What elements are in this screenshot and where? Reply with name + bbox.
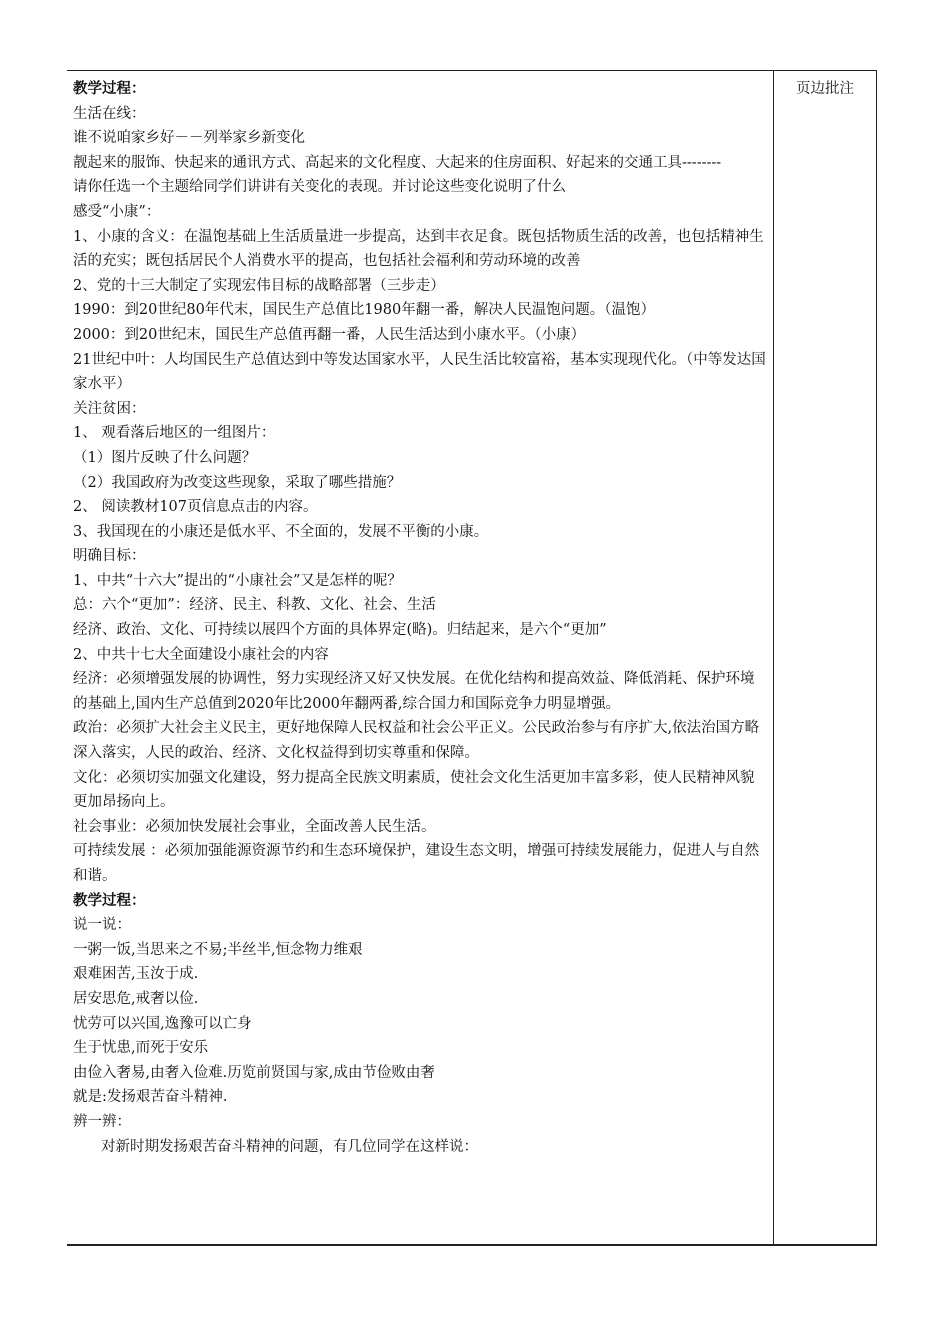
content-line: 说一说：	[73, 917, 131, 934]
content-line: 一粥一饭,当思来之不易;半丝半,恒念物力维艰	[73, 941, 363, 958]
content-line: 由俭入奢易,由奢入俭难.历览前贤国与家,成由节俭败由奢	[73, 1064, 435, 1081]
content-line: 1、中共“十六大”提出的“小康社会”又是怎样的呢？	[73, 572, 402, 589]
content-line: 政治：必须扩大社会主义民主，更好地保障人民权益和社会公平正义。公民政治参与有序扩大,依法治国方略深入落实，人民的政治、经济、文化权益得到切实尊重和保障。	[73, 720, 760, 762]
section-heading: 教学过程：	[73, 891, 146, 909]
content-line: 对新时期发扬艰苦奋斗精神的问题，有几位同学在这样说：	[101, 1138, 478, 1155]
content-line: 明确目标：	[73, 548, 146, 565]
content-line: 艰难困苦,玉汝于成.	[73, 966, 199, 983]
content-line: 1990：到20世纪80年代末，国民生产总值比1980年翻一番，解决人民温饱问题。（温饱）	[73, 302, 655, 319]
content-line: 生活在线：	[73, 105, 146, 122]
content-line: 21世纪中叶：人均国民生产总值达到中等发达国家水平，人民生活比较富裕，基本实现现代化。（中等发达国家水平）	[73, 351, 766, 393]
content-line: 2、党的十三大制定了实现宏伟目标的战略部署（三步走）	[73, 277, 445, 294]
content-line: 请你任选一个主题给同学们讲讲有关变化的表现。并讨论这些变化说明了什么	[73, 179, 566, 196]
margin-notes-header: 页边批注	[796, 81, 854, 97]
lesson-table	[67, 70, 877, 1246]
content-line: 感受“小康”：	[73, 203, 161, 220]
content-line: 2、中共十七大全面建设小康社会的内容	[73, 646, 329, 663]
content-line: 靓起来的服饰、快起来的通讯方式、高起来的文化程度、大起来的住房面积、好起来的交通工具--------	[73, 154, 722, 171]
content-line: 总：六个“更加”：经济、民主、科教、文化、社会、生活	[73, 597, 436, 614]
content-line: 居安思危,戒奢以俭.	[73, 990, 199, 1007]
content-line: 文化：必须切实加强文化建设，努力提高全民族文明素质，使社会文化生活更加丰富多彩，使人民精神风貌更加昂扬向上。	[73, 769, 755, 811]
content-line: 1、小康的含义：在温饱基础上生活质量进一步提高，达到丰衣足食。既包括物质生活的改善，也包括精神生活的充实；既包括居民个人消费水平的提高，也包括社会福利和劳动环境的改善	[73, 228, 764, 270]
right-border	[876, 71, 877, 1244]
content-line: 就是:发扬艰苦奋斗精神.	[73, 1089, 228, 1106]
content-line: 1、 观看落后地区的一组图片：	[73, 425, 276, 442]
content-line: 3、我国现在的小康还是低水平、不全面的，发展不平衡的小康。	[73, 523, 489, 540]
content-line: 可持续发展 ：必须加强能源资源节约和生态环境保护，建设生态文明，增强可持续发展能力，促进人与自然和谐。	[73, 843, 760, 884]
content-line: 辨一辨：	[73, 1113, 131, 1130]
content-line: 经济：必须增强发展的协调性，努力实现经济又好又快发展。在优化结构和提高效益、降低消耗、保护环境的基础上,国内生产总值到2020年比2000年翻两番,综合国力和国际竞争力明显增强。	[73, 671, 755, 712]
content-line: 2、 阅读教材107页信息点击的内容。	[73, 499, 318, 516]
section-heading: 教学过程：	[73, 80, 146, 97]
content-line: 忧劳可以兴国,逸豫可以亡身	[73, 1015, 252, 1032]
content-line: 关注贫困：	[73, 400, 146, 417]
column-divider	[773, 71, 774, 1244]
lesson-content	[73, 77, 767, 1159]
content-line: （1）图片反映了什么问题？	[73, 449, 257, 466]
content-line: （2）我国政府为改变这些现象，采取了哪些措施？	[73, 474, 402, 491]
content-line: 经济、政治、文化、可持续以展四个方面的具体界定(略)。归结起来，是六个“更加”	[73, 622, 607, 639]
content-line: 2000：到20世纪末，国民生产总值再翻一番，人民生活达到小康水平。（小康）	[73, 326, 586, 343]
content-line: 生于忧患,而死于安乐	[73, 1040, 209, 1057]
content-line: 谁不说咱家乡好－－列举家乡新变化	[73, 130, 305, 147]
content-line: 社会事业：必须加快发展社会事业，全面改善人民生活。	[73, 818, 436, 835]
